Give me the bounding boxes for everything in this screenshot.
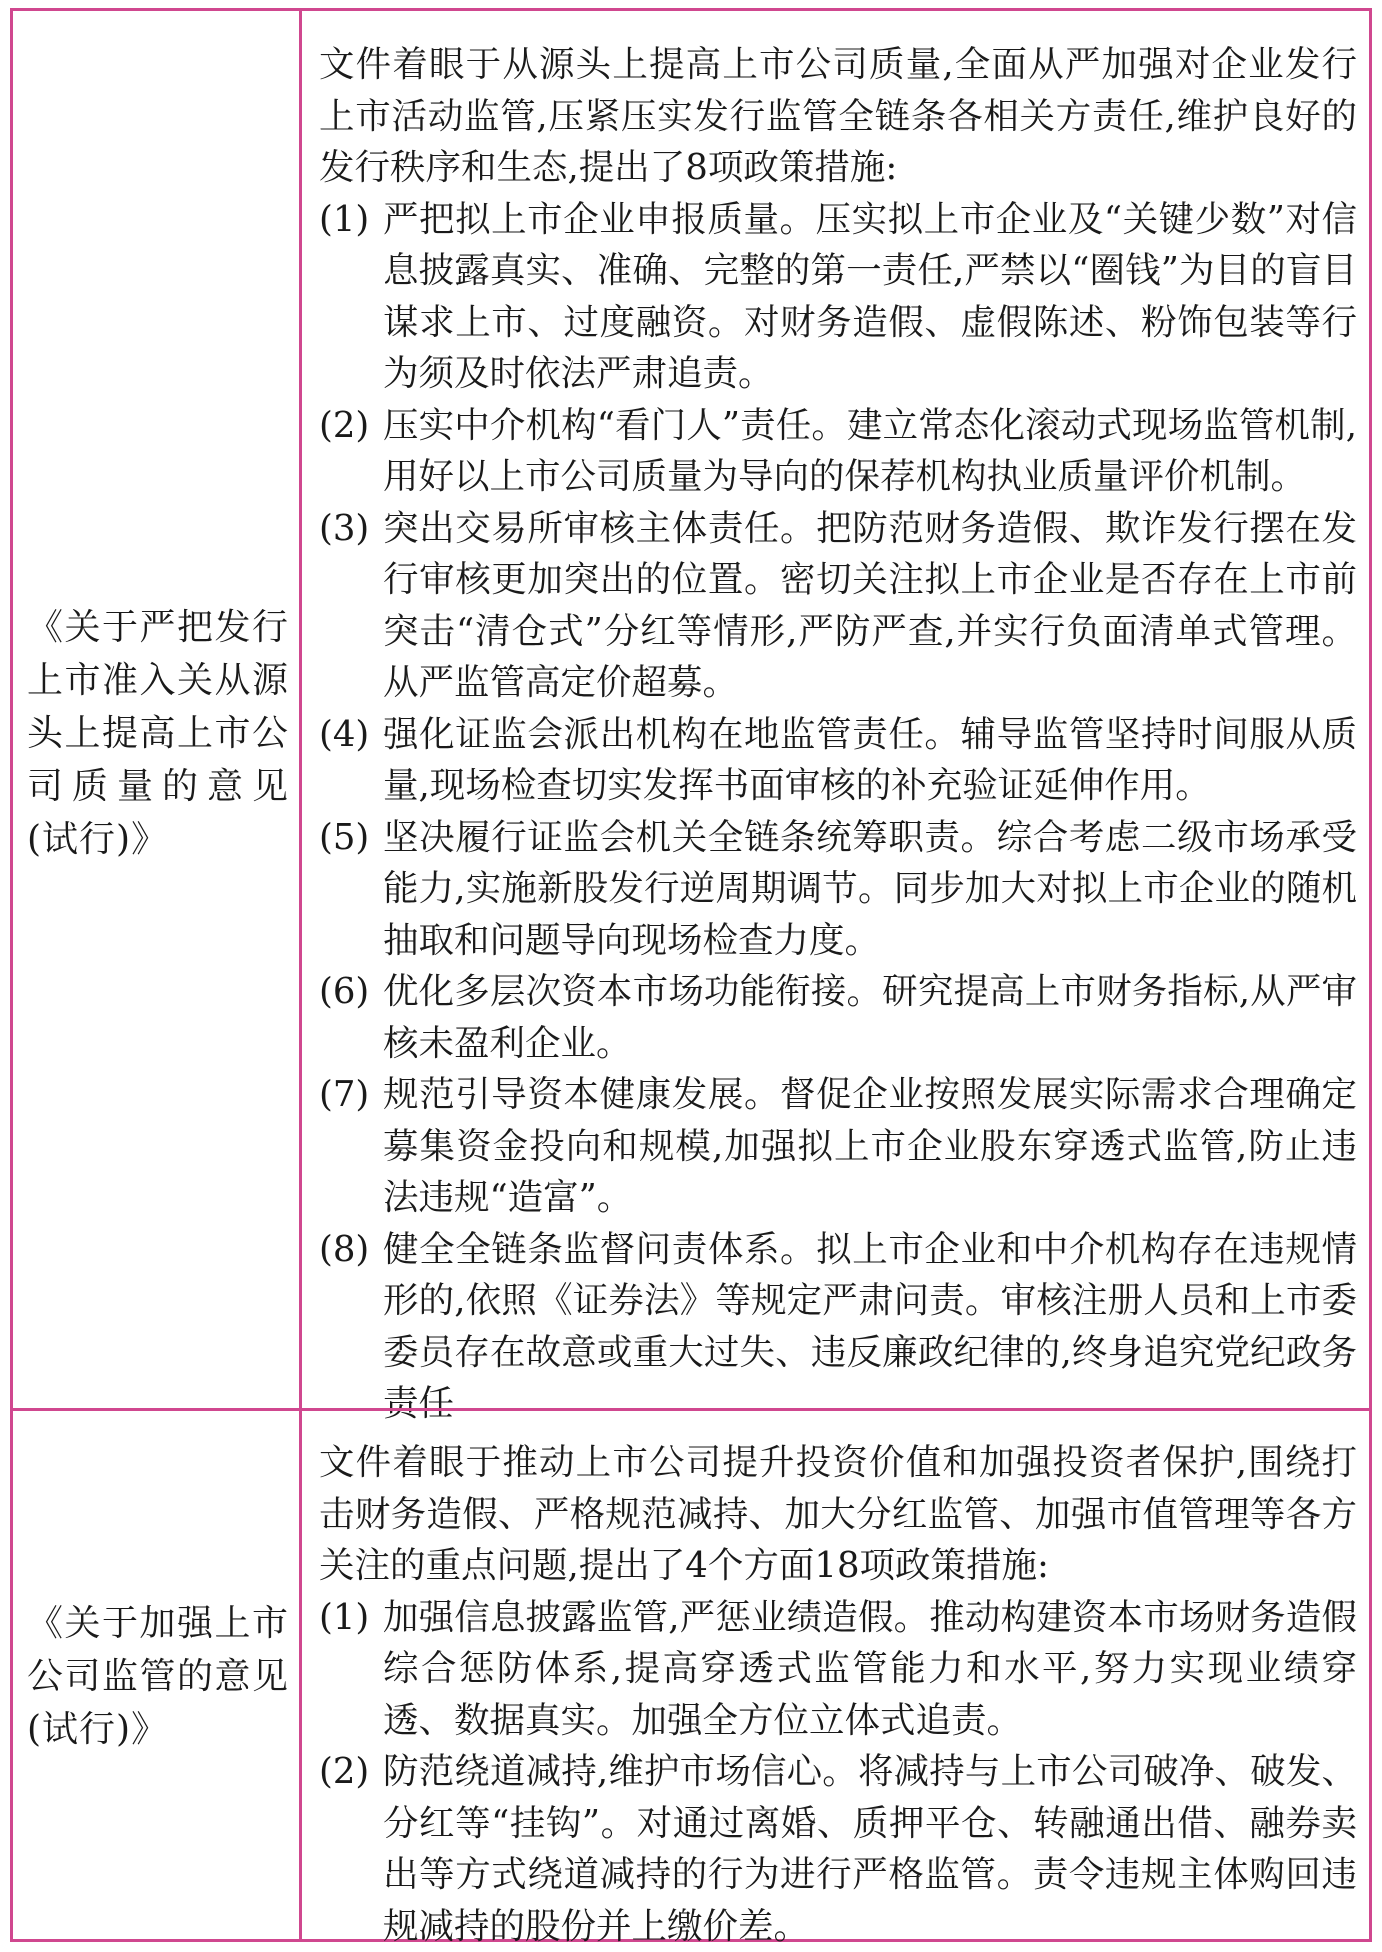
measure-item [319,1592,1357,1747]
measure-item [319,709,1357,812]
measure-item [319,812,1357,967]
measure-number: (1) [319,1596,370,1638]
measure-text: 严把拟上市企业申报质量。压实拟上市企业及“关键少数”对信息披露真实、准确、完整的第一责任,严禁以“圈钱”为目的盲目谋求上市、过度融资。对财务造假、虚假陈述、粉饰包装等行为须及时依法严肃追责。 [383,198,1357,394]
measure-item [319,400,1357,503]
measure-item [319,1224,1357,1430]
measure-text: 规范引导资本健康发展。督促企业按照发展实际需求合理确定募集资金投向和规模,加强拟上市企业股东穿透式监管,防止违法违规“造富”。 [383,1074,1357,1218]
measure-text: 健全全链条监督问责体系。拟上市企业和中介机构存在违规情形的,依照《证券法》等规定严肃问责。审核注册人员和上市委委员存在故意或重大过失、违反廉政纪律的,终身追究党纪政务责任 [383,1228,1357,1424]
measure-item [319,503,1357,709]
measure-text: 强化证监会派出机构在地监管责任。辅导监管坚持时间服从质量,现场检查切实发挥书面审核的补充验证延伸作用。 [383,713,1357,806]
policy-table [10,8,1372,1947]
intro-paragraph: 文件着眼于从源头上提高上市公司质量,全面从严加强对企业发行上市活动监管,压紧压实发行监管全链条各相关方责任,维护良好的发行秩序和生态,提出了8项政策措施: [319,44,1357,188]
intro-paragraph: 文件着眼于推动上市公司提升投资价值和加强投资者保护,围绕打击财务造假、严格规范减持、加大分红监管、加强市值管理等各方关注的重点问题,提出了4个方面18项政策措施: [319,1442,1357,1586]
measure-item [319,194,1357,400]
measure-number: (4) [319,713,370,755]
measure-text: 优化多层次资本市场功能衔接。研究提高上市财务指标,从严审核未盈利企业。 [383,971,1357,1064]
measure-number: (2) [319,1751,370,1792]
measure-number: (8) [319,1228,370,1270]
measure-number: (5) [319,816,370,858]
document-title: 《关于严把发行上市准入关从源头上提高上市公司质量的意见(试行)》 [27,607,289,860]
measure-text: 压实中介机构“看门人”责任。建立常态化滚动式现场监管机制,用好以上市公司质量为导向的保荐机构执业质量评价机制。 [383,404,1357,497]
measure-number: (6) [319,971,370,1012]
table-row [13,11,1369,1424]
column-divider [299,1411,302,1942]
measures-content [319,39,1357,1430]
measure-item [319,966,1357,1069]
document-title: 《关于加强上市公司监管的意见(试行)》 [27,1603,289,1750]
measure-number: (7) [319,1074,370,1115]
measure-item [319,1746,1357,1952]
measure-text: 突出交易所审核主体责任。把防范财务造假、欺诈发行摆在发行审核更加突出的位置。密切关注拟上市企业是否存在上市前突击“清仓式”分红等情形,严防严查,并实行负面清单式管理。从严监管高定价超募。 [383,507,1357,703]
measure-text: 加强信息披露监管,严惩业绩造假。推动构建资本市场财务造假综合惩防体系,提高穿透式监管能力和水平,努力实现业绩穿透、数据真实。加强全方位立体式追责。 [383,1596,1357,1741]
column-divider [299,11,302,1408]
measure-number: (1) [319,198,370,240]
measure-text: 防范绕道减持,维护市场信心。将减持与上市公司破净、破发、分红等“挂钩”。对通过离婚、质押平仓、转融通出借、融券卖出等方式绕道减持的行为进行严格监管。责令违规主体购回违规减持的股份并上缴价差。 [383,1751,1357,1947]
measure-item [319,1069,1357,1224]
measure-number: (3) [319,507,370,549]
measure-number: (2) [319,404,370,446]
table-row [13,1408,1369,1947]
measures-content [319,1437,1357,1952]
measure-text: 坚决履行证监会机关全链条统筹职责。综合考虑二级市场承受能力,实施新股发行逆周期调节。同步加大对拟上市企业的随机抽取和问题导向现场检查力度。 [383,816,1357,961]
